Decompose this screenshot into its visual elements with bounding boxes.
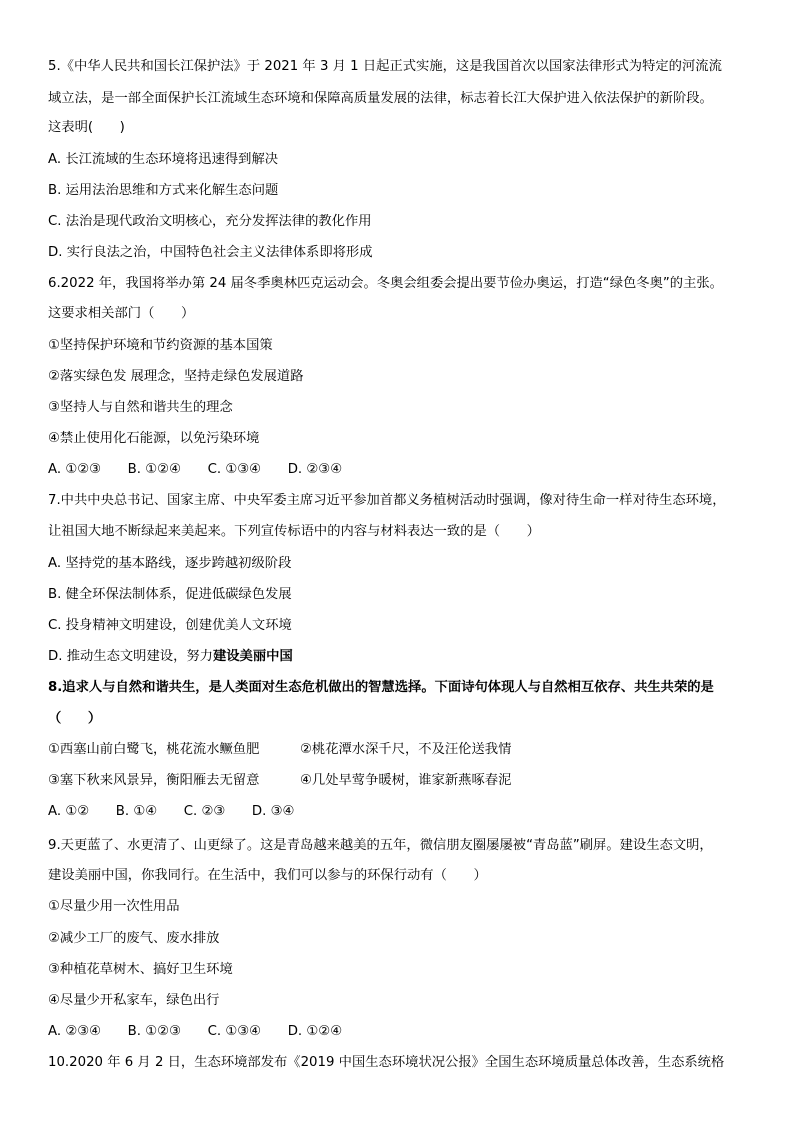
q7-option-c: C. 投身精神文明建设，创建优美人文环境 (48, 618, 292, 633)
q6-stem-line-2: 这要求相关部门（ ） (48, 306, 195, 321)
q9-item-1: ①尽量少用一次性用品 (48, 899, 180, 914)
q6-options: A. ①②③ B. ①②④ C. ①③④ D. ②③④ (48, 462, 343, 477)
q6-item-2: ②落实绿色发 展理念，坚持走绿色发展道路 (48, 369, 304, 384)
q9-stem-line-1: 9.天更蓝了、水更清了、山更绿了。这是青岛越来越美的五年，微信朋友圈屡屡被“青岛蓝”刷屏。建设生态文明， (48, 838, 713, 853)
q6-item-1: ①坚持保护环境和节约资源的基本国策 (48, 338, 273, 353)
q5-stem-line-1: 5.《中华人民共和国长江保护法》于 2021 年 3 月 1 日起正式实施，这是我国首次以国家法律形式为特定的河流流 (48, 59, 722, 74)
q7-option-d-text: D. 推动生态文明建设，努力 (48, 649, 213, 664)
q8-poem-3: ③塞下秋来风景异，衡阳雁去无留意 (48, 773, 260, 788)
q9-stem-line-2: 建设美丽中国，你我同行。在生活中，我们可以参与的环保行动有（ ） (48, 868, 487, 883)
q8-poem-1: ①西塞山前白鹭飞，桃花流水鳜鱼肥 (48, 742, 260, 757)
q9-options: A. ②③④ B. ①②③ C. ①③④ D. ①②④ (48, 1024, 343, 1039)
q5-option-a: A. 长江流域的生态环境将迅速得到解决 (48, 152, 279, 167)
q5-option-d: D. 实行良法之治，中国特色社会主义法律体系即将形成 (48, 245, 373, 260)
q5-stem-line-3: 这表明( ) (48, 120, 125, 135)
q5-option-c: C. 法治是现代政治文明核心，充分发挥法律的教化作用 (48, 214, 372, 229)
q7-option-b: B. 健全环保法制体系，促进低碳绿色发展 (48, 587, 292, 602)
q7-stem-line-2: 让祖国大地不断绿起来美起来。下列宣传标语中的内容与材料表达一致的是（ ） (48, 524, 540, 539)
q6-item-3: ③坚持人与自然和谐共生的理念 (48, 400, 233, 415)
q8-options: A. ①② B. ①④ C. ②③ D. ③④ (48, 804, 295, 819)
q7-option-a: A. 坚持党的基本路线，逐步跨越初级阶段 (48, 556, 292, 571)
q6-item-4: ④禁止使用化石能源，以免污染环境 (48, 431, 260, 446)
q8-poem-4: ④几处早莺争暖树，谁家新燕啄春泥 (300, 773, 512, 788)
q9-item-3: ③种植花草树木、搞好卫生环境 (48, 962, 233, 977)
q10-stem-line-1: 10.2020 年 6 月 2 日，生态环境部发布《2019 中国生态环境状况公报》全国生态环境质量总体改善，生态系统格 (48, 1055, 725, 1070)
q7-option-d-bold-text: 建设美丽中国 (212, 649, 293, 664)
q5-option-b: B. 运用法治思维和方式来化解生态问题 (48, 183, 279, 198)
q7-stem-line-1: 7.中共中央总书记、国家主席、中央军委主席习近平参加首都义务植树活动时强调，像对待生命一样对待生态环境， (48, 493, 726, 508)
q9-item-4: ④尽量少开私家车，绿色出行 (48, 993, 220, 1008)
q8-poem-2: ②桃花潭水深千尺，不及汪伦送我情 (300, 742, 512, 757)
q8-stem-line-2: （ ） (48, 711, 102, 726)
q7-option-d (48, 647, 293, 667)
q9-item-2: ②减少工厂的废气、废水排放 (48, 931, 220, 946)
q8-stem-line-1: 8.追求人与自然和谐共生，是人类面对生态危机做出的智慧选择。下面诗句体现人与自然相互依存、共生共荣的是 (48, 680, 714, 695)
q6-stem-line-1: 6.2022 年，我国将举办第 24 届冬季奥林匹克运动会。冬奥会组委会提出要节俭办奥运，打造“绿色冬奥”的主张。 (48, 276, 723, 291)
q5-stem-line-2: 域立法，是一部全面保护长江流域生态环境和保障高质量发展的法律，标志着长江大保护进入依法保护的新阶段。 (48, 91, 713, 106)
